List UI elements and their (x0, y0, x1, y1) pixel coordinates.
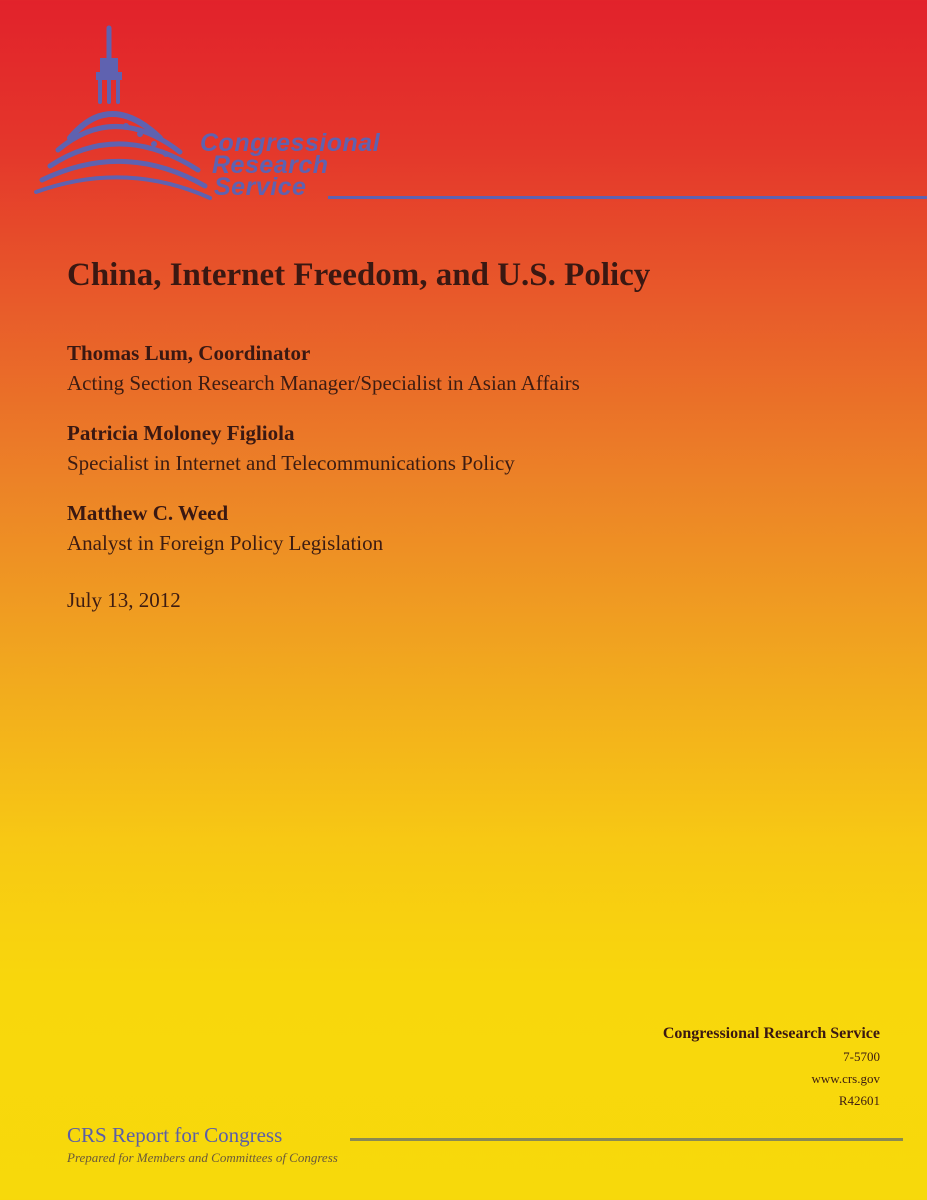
report-title: China, Internet Freedom, and U.S. Policy (67, 257, 651, 293)
logo-divider (328, 196, 927, 199)
footer-divider (350, 1138, 903, 1141)
author-entry (67, 338, 580, 398)
footer-title: CRS Report for Congress (67, 1123, 283, 1147)
logo-wordmark (200, 129, 381, 201)
logo-line-1: Congressional (200, 129, 381, 157)
author-role: Acting Section Research Manager/Specialist in Asian Affairs (67, 371, 580, 395)
logo-line-3: Service (214, 173, 307, 201)
org-info (663, 1022, 880, 1112)
footer (67, 1123, 905, 1166)
report-number: R42601 (838, 1093, 880, 1108)
author-name: Patricia Moloney Figliola (67, 421, 295, 445)
org-name: Congressional Research Service (662, 1025, 880, 1042)
author-name: Thomas Lum, Coordinator (67, 341, 311, 365)
crs-logo (30, 20, 910, 220)
org-website: www.crs.gov (811, 1071, 880, 1086)
author-list (67, 338, 580, 578)
author-role: Specialist in Internet and Telecommunications Policy (67, 451, 515, 475)
author-role: Analyst in Foreign Policy Legislation (67, 531, 384, 555)
logo-line-2: Research (212, 151, 329, 179)
org-code: 7-5700 (843, 1049, 880, 1064)
footer-subtitle: Prepared for Members and Committees of Congress (67, 1150, 338, 1165)
report-date: July 13, 2012 (67, 588, 181, 612)
author-name: Matthew C. Weed (67, 501, 229, 525)
author-entry (67, 498, 580, 558)
author-entry (67, 418, 580, 478)
